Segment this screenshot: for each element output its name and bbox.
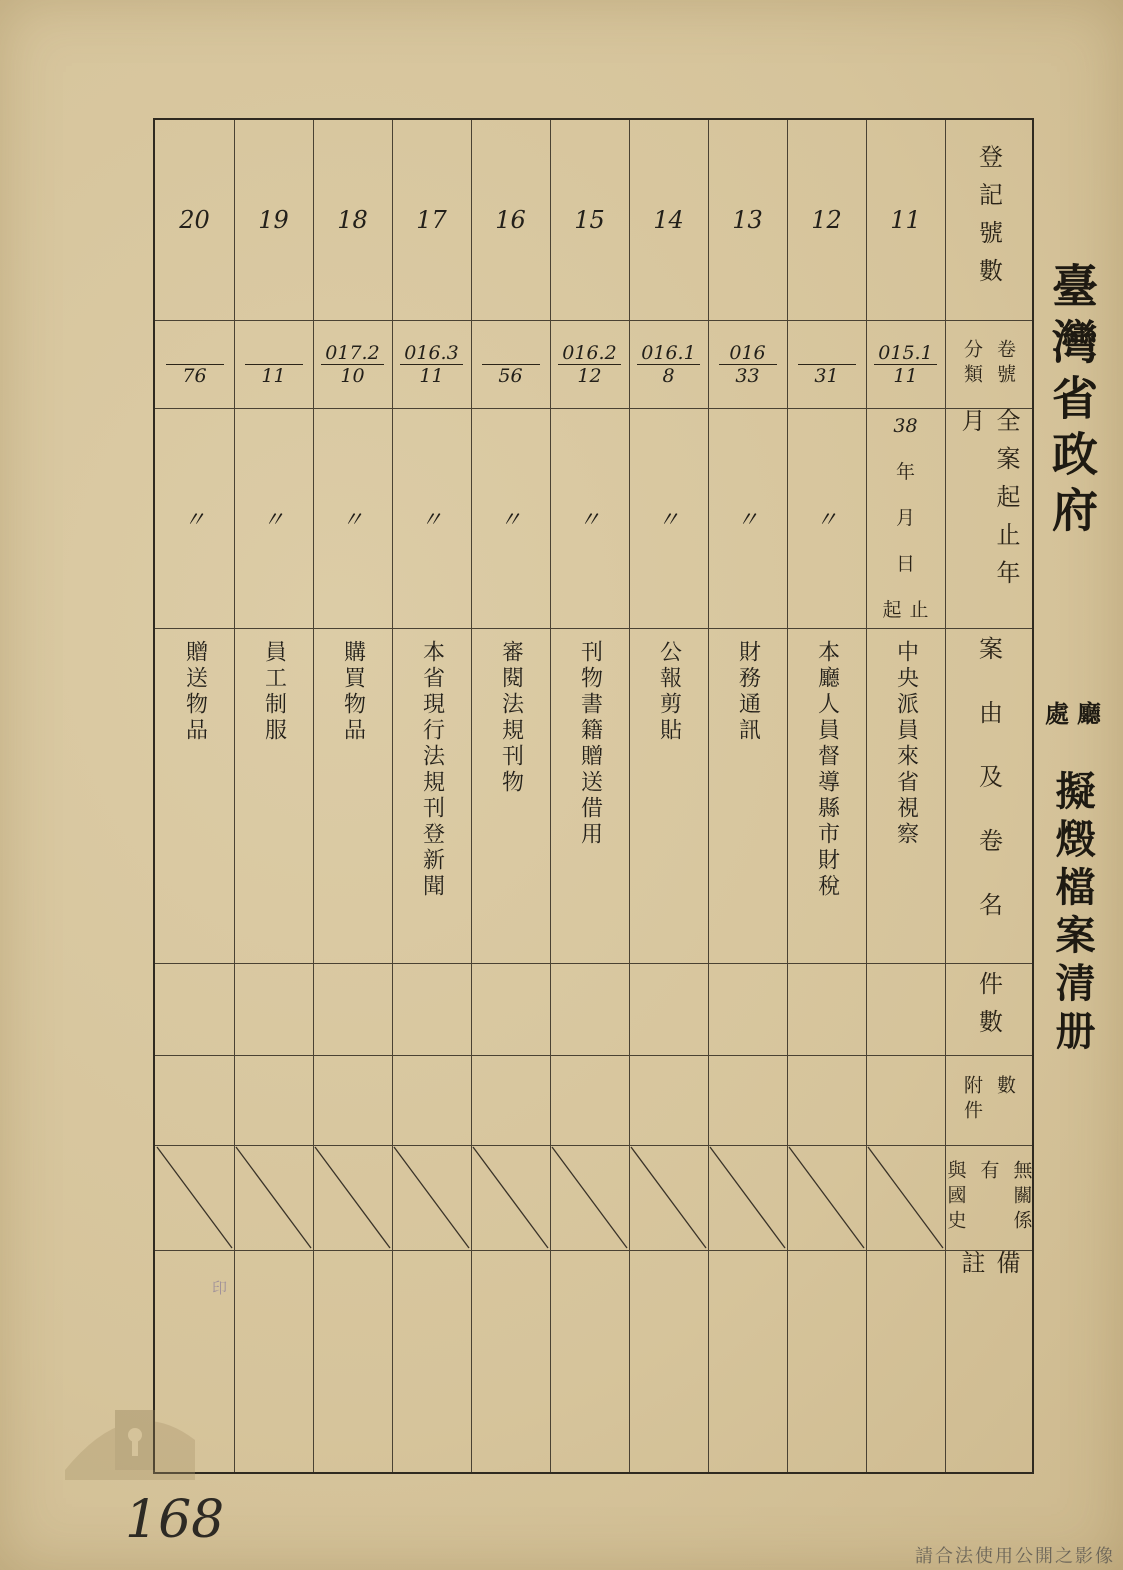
file-no-volume: 10 [340,364,365,387]
header-history [945,1145,1033,1250]
header-attach-left: 附件 [961,1075,983,1125]
diagonal-line [157,1147,232,1248]
reg-no-value: 13 [732,206,763,234]
header-history-pair [943,1160,1036,1235]
file-no-fraction [637,342,699,387]
diagonal-line [789,1147,864,1248]
header-history-mid: 有 [977,1160,1000,1185]
ledger-table [153,118,1034,1474]
diagonal-line [552,1147,627,1248]
history-diagonal [629,1145,708,1250]
subject-cell [471,628,550,963]
reg-no-value: 18 [337,206,368,234]
file-no-volume: 31 [814,364,839,387]
date-end: 止 [909,599,929,621]
subject-cell [313,628,392,963]
subject-cell [234,628,313,963]
ditto-mark: 〃 [183,507,206,533]
history-diagonal [155,1145,234,1250]
reg-no-cell [471,120,550,320]
page-number: 168 [125,1490,225,1550]
file-no-fraction [400,342,462,387]
period-cell [629,408,708,628]
subject-text: 財務通訊 [735,640,761,744]
file-no-cell [471,320,550,408]
reg-no-value: 15 [574,206,605,234]
diagonal-line [236,1147,311,1248]
file-no-volume: 56 [498,364,523,387]
archive-logo-mark [55,1380,205,1490]
history-diagonal [550,1145,629,1250]
period-cell [550,408,629,628]
reg-no-cell [866,120,945,320]
file-no-class [798,342,856,365]
subject-text: 購買物品 [340,640,366,744]
header-history-left: 與國史 [944,1160,967,1235]
file-no-cell [313,320,392,408]
usage-watermark: 請合法使用公開之影像 [915,1546,1115,1567]
file-no-fraction [321,342,383,387]
reg-no-cell [313,120,392,320]
file-no-cell [629,320,708,408]
subject-text: 中央派員來省視察 [893,640,919,848]
subject-text: 公報剪貼 [656,640,682,744]
period-cell [471,408,550,628]
history-diagonal [708,1145,787,1250]
header-period [945,408,1033,628]
ditto-mark: 〃 [657,507,680,533]
history-diagonal [313,1145,392,1250]
header-count [945,963,1033,1055]
ditto-mark: 〃 [578,507,601,533]
ink-stamp: 印 [210,1280,228,1299]
period-cell [392,408,471,628]
header-file-no [945,320,1033,408]
ditto-mark: 〃 [420,507,443,533]
file-no-class: 016.2 [558,342,620,365]
file-no-cell [708,320,787,408]
date-day-char: 日 [895,553,915,575]
date-start: 起 [882,599,902,621]
file-no-fraction [874,342,936,387]
file-no-volume: 33 [735,364,760,387]
file-no-cell [866,320,945,408]
reg-no-cell [550,120,629,320]
file-no-volume: 11 [419,364,444,387]
ditto-mark: 〃 [499,507,522,533]
header-remarks [945,1250,1033,1473]
subject-text: 本省現行法規刊登新聞 [419,640,445,900]
file-no-class [166,342,224,365]
subject-cell [155,628,234,963]
period-cell [866,408,945,628]
period-cell [708,408,787,628]
file-no-volume: 11 [261,364,286,387]
document-subtitle: 擬燬檔案清册 [1049,770,1096,1058]
reg-no-cell [155,120,234,320]
file-no-fraction [558,342,620,387]
diagonal-line [868,1147,943,1248]
file-no-cell [550,320,629,408]
date-block [882,408,928,628]
file-no-fraction [719,342,777,387]
file-no-class: 016 [719,342,777,365]
header-file-no-left: 分類 [961,339,983,389]
header-subject-label: 案由及卷名 [974,635,1003,956]
reg-no-value: 11 [890,206,921,234]
subject-text: 審閱法規刊物 [498,640,524,796]
header-file-no-pair [959,339,1019,389]
file-no-cell [787,320,866,408]
header-history-right: 無關係 [1010,1160,1033,1235]
document-title: 臺灣省政府 [1045,262,1099,542]
subject-text: 刊物書籍贈送借用 [577,640,603,848]
reg-no-cell [787,120,866,320]
subject-cell [550,628,629,963]
diagonal-line [315,1147,390,1248]
file-no-class: 015.1 [874,342,936,365]
file-no-cell [155,320,234,408]
diagonal-line [394,1147,469,1248]
reg-no-cell [392,120,471,320]
history-diagonal [787,1145,866,1250]
history-diagonal [234,1145,313,1250]
ditto-mark: 〃 [736,507,759,533]
file-no-class [245,342,303,365]
header-reg-no [945,120,1033,320]
subtitle-office-right: 廳 [1077,699,1101,728]
file-no-fraction [166,342,224,387]
file-no-class: 016.1 [637,342,699,365]
file-no-volume: 8 [662,364,675,387]
date-year: 38 [893,415,918,437]
history-diagonal [471,1145,550,1250]
reg-no-cell [629,120,708,320]
reg-no-value: 12 [811,206,842,234]
subject-cell [629,628,708,963]
file-no-fraction [245,342,303,387]
row-divider [155,963,1032,964]
file-no-volume: 12 [577,364,602,387]
file-no-cell [392,320,471,408]
subject-text: 本廳人員督導縣市財稅 [814,640,840,900]
period-cell [155,408,234,628]
date-month-char: 月 [895,507,915,529]
diagonal-line [710,1147,785,1248]
diagonal-line [631,1147,706,1248]
period-cell [787,408,866,628]
subtitle-office-left: 處 [1045,699,1069,728]
reg-no-value: 17 [416,206,447,234]
file-no-volume: 76 [182,364,207,387]
subject-cell [708,628,787,963]
date-year-char: 年 [895,461,915,483]
header-file-no-right: 卷號 [994,339,1016,389]
header-subject [945,628,1033,963]
file-no-fraction [482,342,540,387]
header-attachments [945,1055,1033,1145]
row-divider [155,1250,1032,1251]
reg-no-value: 20 [179,206,210,234]
header-remarks-label: 備註 [957,1250,1020,1404]
file-no-volume: 11 [893,364,918,387]
header-attachments-pair [959,1075,1019,1125]
period-cell [313,408,392,628]
reg-no-value: 14 [653,206,684,234]
header-count-label: 件數 [974,971,1003,1047]
row-divider [155,1055,1032,1056]
subject-text: 員工制服 [261,640,287,744]
file-no-class: 016.3 [400,342,462,365]
subject-cell [866,628,945,963]
header-attach-right: 數 [994,1075,1016,1100]
reg-no-value: 19 [258,206,289,234]
file-no-class [482,342,540,365]
file-no-class: 017.2 [321,342,383,365]
ditto-mark: 〃 [262,507,285,533]
start-end-labels [882,598,928,622]
file-no-fraction [798,342,856,387]
period-cell [234,408,313,628]
reg-no-cell [234,120,313,320]
history-diagonal [392,1145,471,1250]
subtitle-office-labels [1045,700,1101,728]
reg-no-cell [708,120,787,320]
subject-cell [787,628,866,963]
header-reg-no-label: 登記號數 [974,144,1003,296]
history-diagonal [866,1145,945,1250]
subject-cell [392,628,471,963]
file-no-cell [234,320,313,408]
header-period-label: 全案起止年月 [957,408,1020,598]
subject-text: 贈送物品 [182,640,208,744]
ditto-mark: 〃 [341,507,364,533]
ditto-mark: 〃 [815,507,838,533]
reg-no-value: 16 [495,206,526,234]
diagonal-line [473,1147,548,1248]
